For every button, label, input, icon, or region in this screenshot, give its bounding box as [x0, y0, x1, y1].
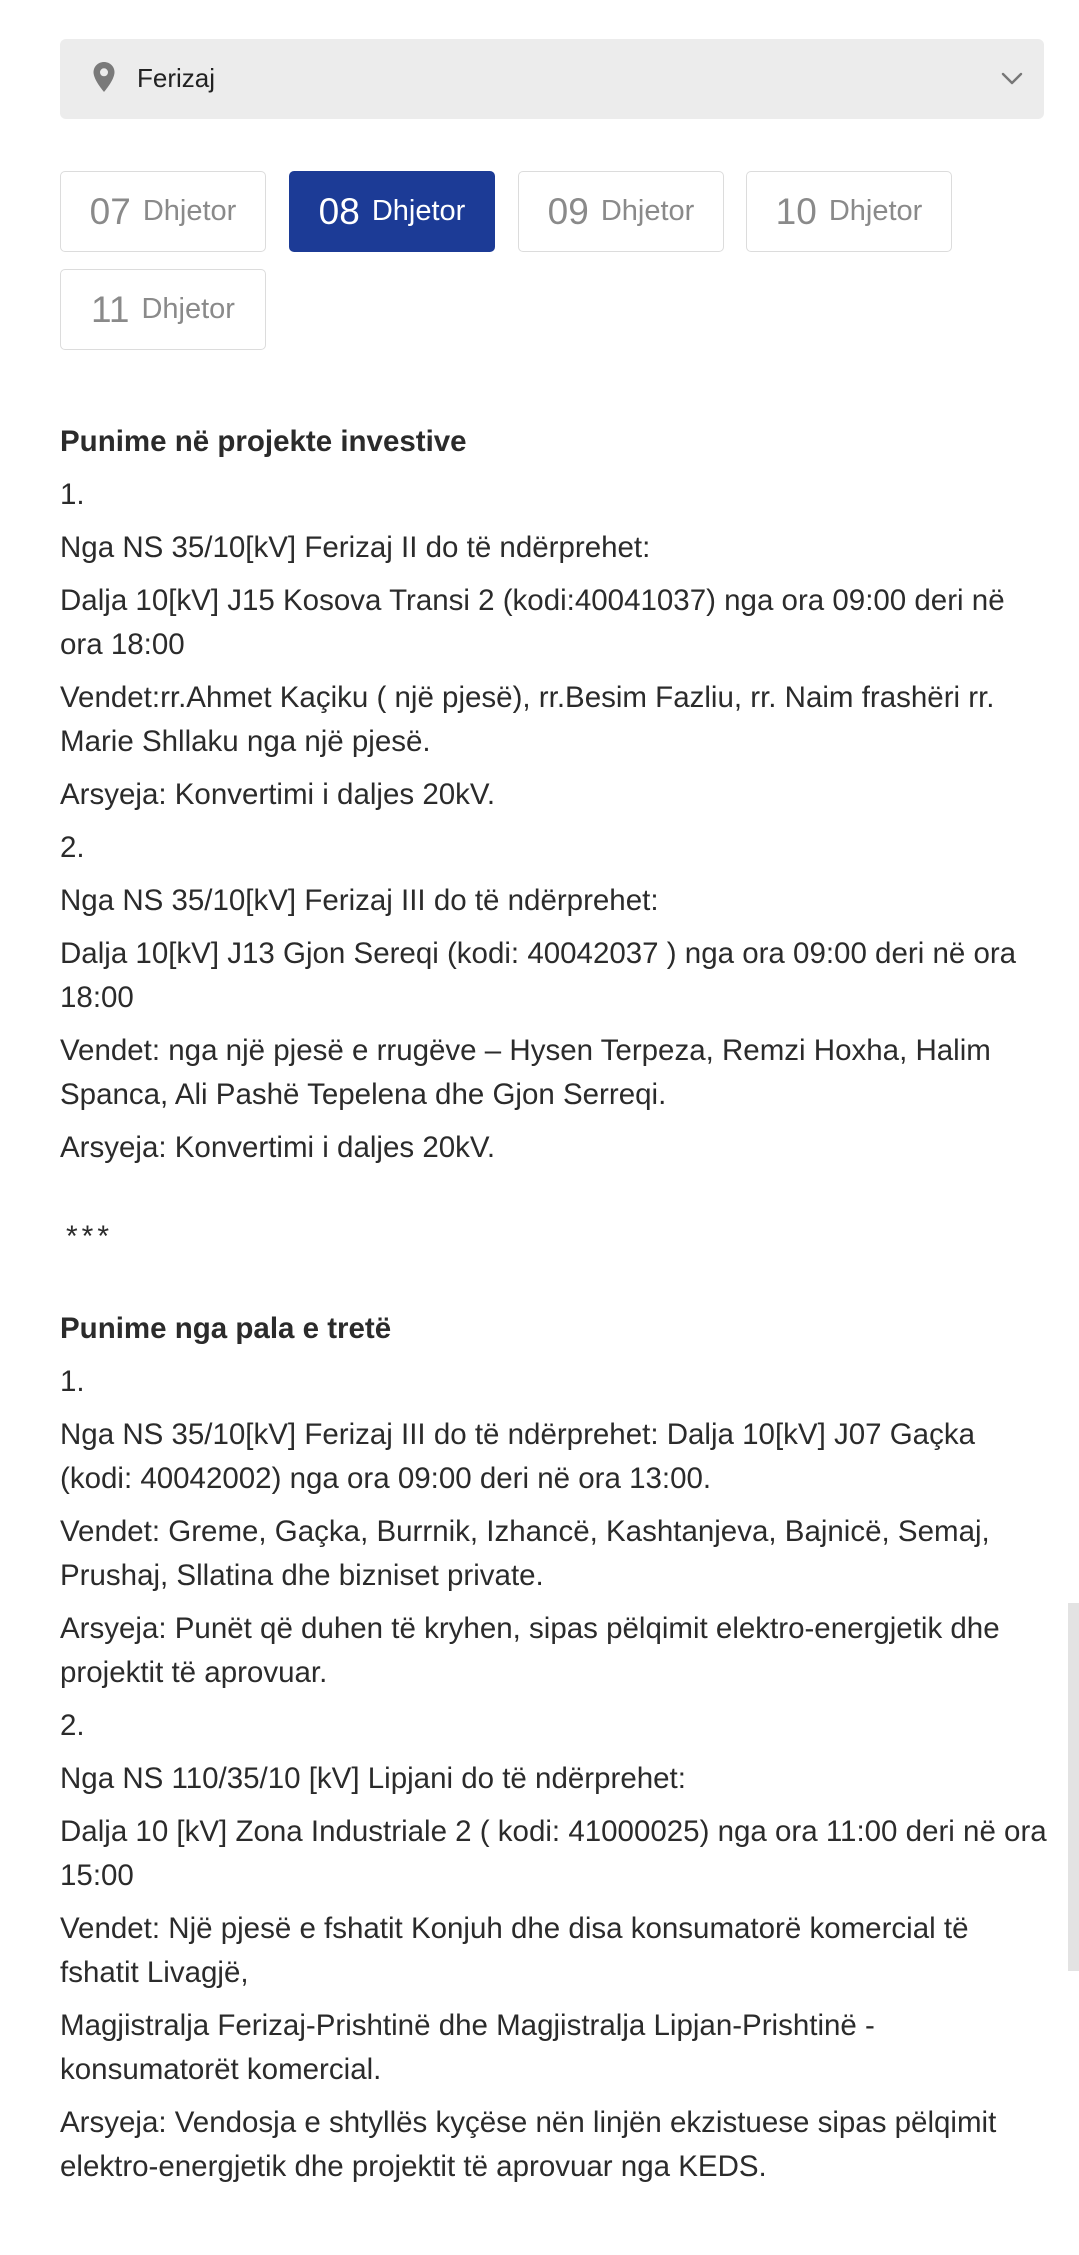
item-places-extra: Magjistralja Ferizaj-Prishtinë dhe Magjistralja Lipjan-Prishtinë - konsumatorët komercial. [60, 2009, 875, 2086]
date-day: 11 [91, 288, 130, 330]
item-reason: Arsyeja: Konvertimi i daljes 20kV. [60, 1131, 496, 1164]
date-button-09[interactable] [518, 171, 724, 252]
item-number: 1. [60, 1365, 85, 1398]
item-places: Vendet: Një pjesë e fshatit Konjuh dhe disa konsumatorë komercial të fshatit Livagjë, [60, 1912, 969, 1989]
item-reason: Arsyeja: Punët që duhen të kryhen, sipas pëlqimit elektro-energjetik dhe projektit të aprovuar. [60, 1612, 1000, 1689]
chevron-down-icon [998, 65, 1026, 93]
item-number: 1. [60, 478, 85, 511]
date-button-07[interactable] [60, 171, 266, 252]
item-line: Dalja 10 [kV] Zona Industriale 2 ( kodi: 41000025) nga ora 11:00 deri në ora 15:00 [60, 1815, 1047, 1892]
date-button-08[interactable] [289, 171, 495, 252]
date-month: Dhjetor [828, 195, 923, 227]
item-number: 2. [60, 1709, 85, 1742]
item-source: Nga NS 35/10[kV] Ferizaj III do të ndërprehet: [60, 884, 659, 917]
date-button-10[interactable] [746, 171, 952, 252]
section-title-investive: Punime në projekte investive [60, 425, 467, 458]
date-month: Dhjetor [371, 195, 466, 227]
separator: *** [66, 1220, 114, 1253]
item-places: Vendet: nga një pjesë e rrugëve – Hysen Terpeza, Remzi Hoxha, Halim Spanca, Ali Pashë Tepelena dhe Gjon Serreqi. [60, 1034, 991, 1111]
scrollbar[interactable] [1068, 1603, 1079, 1971]
date-button-11[interactable] [60, 269, 266, 350]
location-pin-icon [92, 61, 116, 93]
date-day: 09 [547, 190, 589, 232]
item-reason: Arsyeja: Vendosja e shtyllës kyçëse nën linjën ekzistuese sipas pëlqimit elektro-energjetik dhe projektit të aprovuar nga KEDS. [60, 2106, 997, 2183]
item-source: Nga NS 110/35/10 [kV] Lipjani do të ndërprehet: [60, 1762, 686, 1795]
date-month: Dhjetor [142, 195, 237, 227]
section-title-third-party: Punime nga pala e tretë [60, 1312, 392, 1345]
location-selected-value: Ferizaj [137, 63, 216, 93]
item-number: 2. [60, 831, 85, 864]
date-day: 10 [775, 190, 817, 232]
date-month: Dhjetor [600, 195, 695, 227]
date-day: 07 [89, 190, 131, 232]
date-day: 08 [318, 190, 360, 232]
date-month: Dhjetor [141, 293, 235, 325]
item-places: Vendet:rr.Ahmet Kaçiku ( një pjesë), rr.Besim Fazliu, rr. Naim frashëri rr. Marie Shllaku nga një pjesë. [60, 681, 995, 758]
item-places: Vendet: Greme, Gaçka, Burrnik, Izhancë, Kashtanjeva, Bajnicë, Semaj, Prushaj, Sllatina dhe bizniset private. [60, 1515, 990, 1592]
outage-content [60, 420, 1050, 2198]
item-source: Nga NS 35/10[kV] Ferizaj III do të ndërprehet: Dalja 10[kV] J07 Gaçka (kodi: 40042002) nga ora 09:00 deri në ora 13:00. [60, 1418, 975, 1495]
item-reason: Arsyeja: Konvertimi i daljes 20kV. [60, 778, 496, 811]
item-source: Nga NS 35/10[kV] Ferizaj II do të ndërprehet: [60, 531, 651, 564]
item-line: Dalja 10[kV] J15 Kosova Transi 2 (kodi:40041037) nga ora 09:00 deri në ora 18:00 [60, 584, 1005, 661]
location-select[interactable] [60, 39, 1044, 119]
item-line: Dalja 10[kV] J13 Gjon Sereqi (kodi: 40042037 ) nga ora 09:00 deri në ora 18:00 [60, 937, 1017, 1014]
